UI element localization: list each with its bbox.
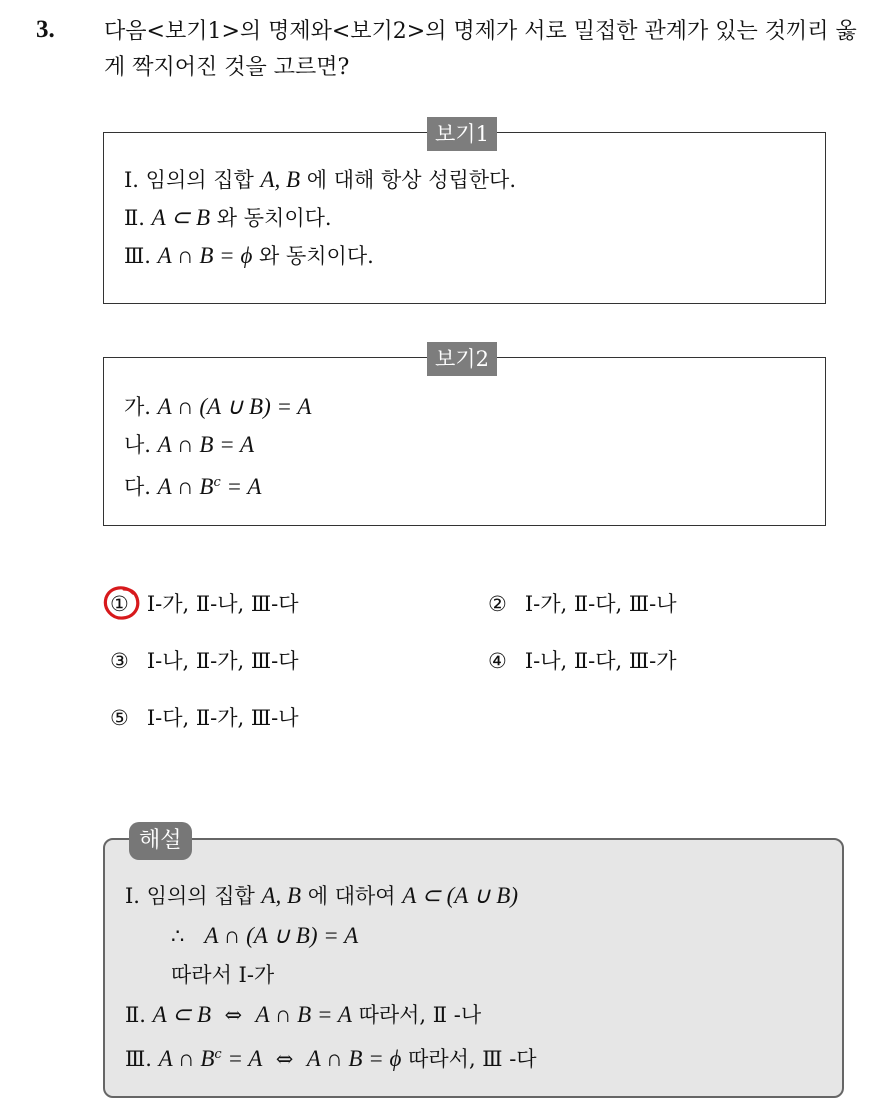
solution-line-1: Ⅰ. 임의의 집합 A, B 에 대하여 A ⊂ (A ∪ B) bbox=[125, 883, 518, 908]
bogi1-item-1: Ⅰ. 임의의 집합 A, B 에 대해 항상 성립한다. bbox=[124, 167, 517, 192]
solution-line-3: 따라서 Ⅰ-가 bbox=[171, 963, 275, 987]
solution-box bbox=[103, 838, 844, 1098]
choice-1[interactable]: ① Ⅰ-가, Ⅱ-나, Ⅲ-다 bbox=[110, 588, 299, 618]
bogi2-item-ga: 가. A ∩ (A ∪ B) = A bbox=[124, 394, 312, 419]
solution-title: 해설 bbox=[129, 822, 192, 860]
question-text: 다음<보기1>의 명제와<보기2>의 명제가 서로 밀접한 관계가 있는 것끼리 옳게 짝지어진 것을 고르면? bbox=[104, 19, 857, 80]
choice-5[interactable]: ⑤ Ⅰ-다, Ⅱ-가, Ⅲ-나 bbox=[110, 706, 299, 730]
choice-3[interactable]: ③ Ⅰ-나, Ⅱ-가, Ⅲ-다 bbox=[110, 649, 299, 673]
box-bogi2-title: 보기2 bbox=[427, 342, 497, 376]
box-bogi2 bbox=[103, 347, 826, 526]
choice-2[interactable]: ② Ⅰ-가, Ⅱ-다, Ⅲ-나 bbox=[488, 592, 677, 616]
solution-line-4: Ⅱ. A ⊂ B ⇔ A ∩ B = A 따라서, Ⅱ -나 bbox=[125, 1002, 482, 1027]
bogi1-item-3: Ⅲ. A ∩ B = ϕ 와 동치이다. bbox=[124, 243, 374, 268]
bogi2-item-na: 나. A ∩ B = A bbox=[124, 432, 255, 457]
bogi2-item-da: 다. A ∩ $B^c = A$ bbox=[124, 474, 262, 499]
solution-line-2: ∴ A ∩ (A ∪ B) = A bbox=[171, 923, 359, 948]
choice-4[interactable]: ④ Ⅰ-나, Ⅱ-다, Ⅲ-가 bbox=[488, 649, 677, 673]
box-bogi1 bbox=[103, 122, 826, 304]
question-number: 3. bbox=[36, 16, 55, 43]
box-bogi1-title: 보기1 bbox=[427, 117, 497, 151]
bogi1-item-2: Ⅱ. A ⊂ B 와 동치이다. bbox=[124, 205, 332, 230]
red-circle-mark-icon bbox=[102, 584, 142, 622]
solution-line-5: Ⅲ. A ∩ $B^c = A$ ⇔ A ∩ B = ϕ 따라서, Ⅲ -다 bbox=[125, 1046, 537, 1071]
